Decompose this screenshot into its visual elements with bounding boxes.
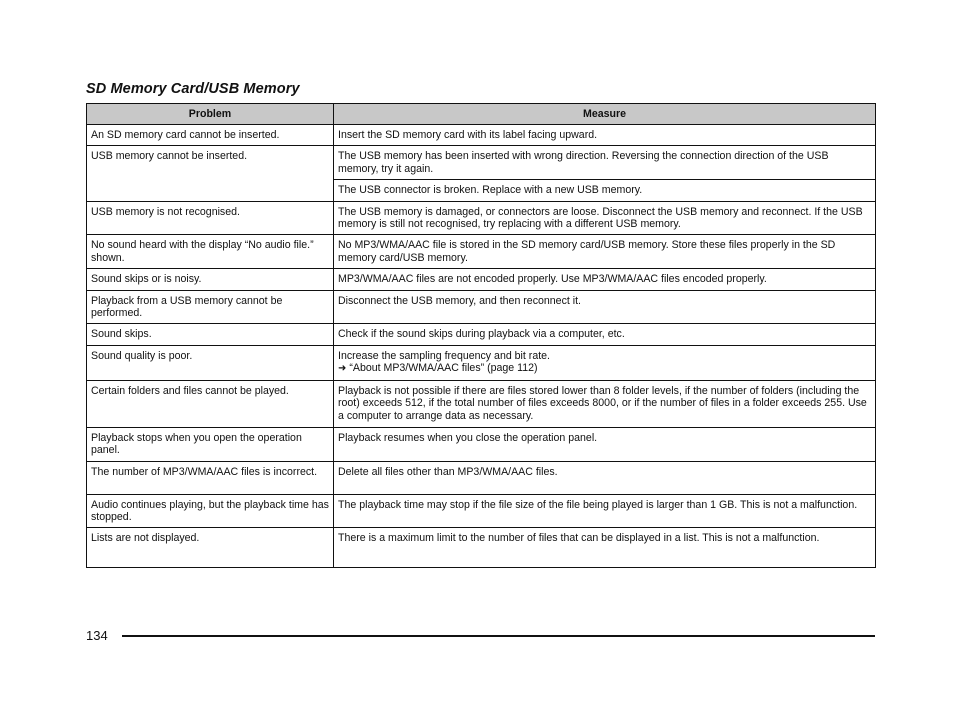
header-measure: Measure [334,104,876,125]
measure-cell: Insert the SD memory card with its label facing upward. [334,125,876,146]
section-title: SD Memory Card/USB Memory [86,81,300,97]
problem-cell: An SD memory card cannot be inserted. [87,125,334,146]
measure-text: Increase the sampling frequency and bit rate. [338,349,550,362]
table-row [87,494,876,528]
table-row [87,461,876,494]
problem-cell: USB memory cannot be inserted. [87,146,334,201]
problem-cell: Lists are not displayed. [87,528,334,568]
problem-cell: Playback from a USB memory cannot be performed. [87,290,334,324]
table-row [87,324,876,345]
measure-cell: No MP3/WMA/AAC file is stored in the SD memory card/USB memory. Store these files properly in the SD memory card/USB memory. [334,235,876,269]
measure-cell: There is a maximum limit to the number of files that can be displayed in a list. This is not a malfunction. [334,528,876,568]
problem-cell: No sound heard with the display “No audio file.” shown. [87,235,334,269]
measure-cell: The playback time may stop if the file size of the file being played is larger than 1 GB. This is not a malfunction. [334,494,876,528]
problem-cell: Certain folders and files cannot be played. [87,380,334,427]
problem-cell: Sound skips. [87,324,334,345]
problem-cell: USB memory is not recognised. [87,201,334,235]
measure-cell: The USB memory has been inserted with wrong direction. Reversing the connection direction of the USB memory, try it again. [334,146,876,180]
problem-cell: Audio continues playing, but the playback time has stopped. [87,494,334,528]
table-row [87,269,876,290]
measure-cell: The USB connector is broken. Replace with a new USB memory. [334,180,876,201]
table-header-row [87,104,876,125]
table-row [87,345,876,380]
table-row [87,528,876,568]
header-problem: Problem [87,104,334,125]
table-row [87,201,876,235]
table-row [87,146,876,180]
table-row [87,235,876,269]
table-row [87,125,876,146]
measure-cell: The USB memory is damaged, or connectors are loose. Disconnect the USB memory and reconnect. If the USB memory is still not recognised, try replacing with a different USB memory. [334,201,876,235]
troubleshooting-table [86,103,876,568]
table-row [87,380,876,427]
table-row [87,427,876,461]
measure-cell: MP3/WMA/AAC files are not encoded properly. Use MP3/WMA/AAC files encoded properly. [334,269,876,290]
measure-cell: Check if the sound skips during playback via a computer, etc. [334,324,876,345]
footer-rule [122,635,875,637]
measure-cell: Playback is not possible if there are files stored lower than 8 folder levels, if the number of folders (including the root) exceeds 512, if the total number of files exceeds 8000, or if the number of files in a folder exceeds 255. Use a computer to arrange data as necessary. [334,380,876,427]
table-row [87,290,876,324]
problem-cell: Sound skips or is noisy. [87,269,334,290]
measure-cell: Delete all files other than MP3/WMA/AAC files. [334,461,876,494]
measure-cell: Playback resumes when you close the operation panel. [334,427,876,461]
right-arrow-icon: ➜ [338,363,347,375]
measure-cell: Disconnect the USB memory, and then reconnect it. [334,290,876,324]
measure-cell [334,345,876,380]
problem-cell: Sound quality is poor. [87,345,334,380]
page-reference [338,362,871,375]
page-number: 134 [86,628,108,643]
problem-cell: The number of MP3/WMA/AAC files is incorrect. [87,461,334,494]
page-reference-link[interactable]: “About MP3/WMA/AAC files” (page 112) [349,362,538,375]
problem-cell: Playback stops when you open the operation panel. [87,427,334,461]
